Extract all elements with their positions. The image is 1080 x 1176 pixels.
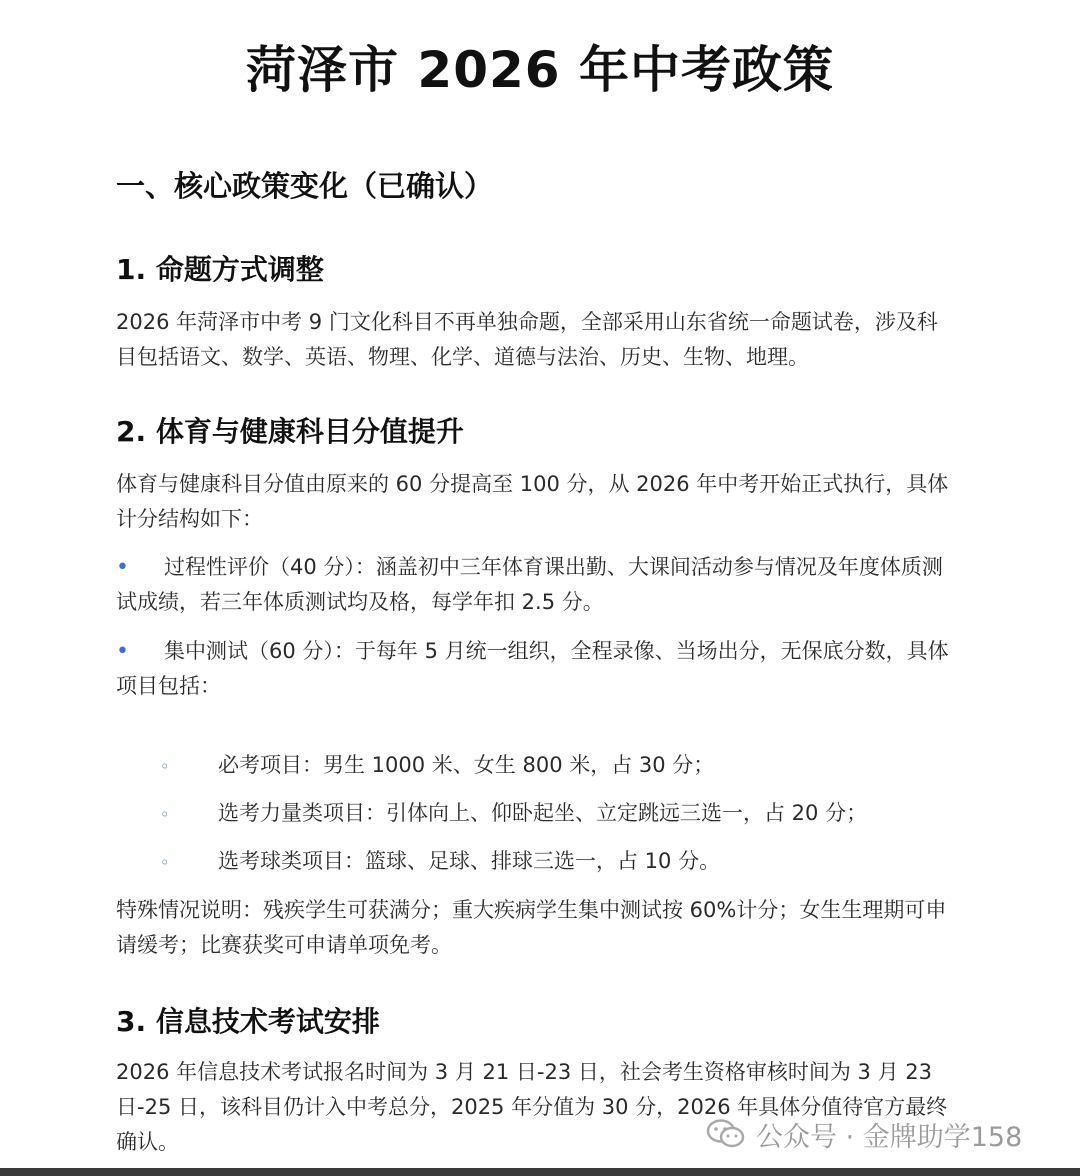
list-item-centralized-test bbox=[116, 634, 956, 704]
list-item-process-evaluation bbox=[116, 550, 956, 620]
circle-bullet-icon: ◦ bbox=[160, 805, 170, 824]
item-heading-it-exam: 3. 信息技术考试安排 bbox=[116, 1005, 380, 1038]
bottom-divider-bar bbox=[0, 1168, 1080, 1176]
sub-list-item-text: 必考项目：男生 1000 米、女生 800 米，占 30 分； bbox=[218, 753, 715, 777]
item-paragraph-pe-score: 体育与健康科目分值由原来的 60 分提高至 100 分，从 2026 年中考开始正式执行，具体计分结构如下： bbox=[116, 472, 949, 531]
sub-list-item-text: 选考球类项目：篮球、足球、排球三选一，占 10 分。 bbox=[218, 849, 721, 873]
sub-list-item-ball bbox=[160, 844, 720, 880]
item-heading-pe-score: 2. 体育与健康科目分值提升 bbox=[116, 415, 464, 448]
bullet-dot-icon: • bbox=[116, 555, 129, 580]
circle-bullet-icon: ◦ bbox=[160, 757, 170, 776]
bullet-dot-icon: • bbox=[116, 639, 129, 664]
sub-list-item-required bbox=[160, 748, 714, 784]
list-item-text: 集中测试（60 分）：于每年 5 月统一组织，全程录像、当场出分，无保底分数，具体项目包括： bbox=[116, 639, 949, 698]
page-title: 菏泽市 2026 年中考政策 bbox=[246, 41, 834, 99]
sub-list-item-strength bbox=[160, 796, 867, 832]
special-note-paragraph: 特殊情况说明：残疾学生可获满分；重大疾病学生集中测试按 60%计分；女生生理期可申请缓考；比赛获奖可申请单项免考。 bbox=[116, 898, 947, 957]
sub-list-item-text: 选考力量类项目：引体向上、仰卧起坐、立定跳远三选一，占 20 分； bbox=[218, 801, 868, 825]
item-paragraph-question-format: 2026 年菏泽市中考 9 门文化科目不再单独命题，全部采用山东省统一命题试卷，涉及科目包括语文、数学、英语、物理、化学、道德与法治、历史、生物、地理。 bbox=[116, 310, 938, 369]
watermark-text: 公众号 · 金牌助学158 bbox=[756, 1121, 1023, 1153]
circle-bullet-icon: ◦ bbox=[160, 853, 170, 872]
list-item-text: 过程性评价（40 分）：涵盖初中三年体育课出勤、大课间活动参与情况及年度体质测试成绩，若三年体质测试均及格，每学年扣 2.5 分。 bbox=[116, 555, 943, 614]
section-heading-core-changes: 一、核心政策变化（已确认） bbox=[116, 169, 494, 203]
item-heading-question-format: 1. 命题方式调整 bbox=[116, 253, 324, 286]
wechat-icon bbox=[706, 1118, 746, 1150]
item-paragraph-it-exam: 2026 年信息技术考试报名时间为 3 月 21 日-23 日，社会考生资格审核时间为 3 月 23 日-25 日，该科目仍计入中考总分，2025 年分值为 30 分，2026 年具体分值待官方最终确认。 bbox=[116, 1060, 948, 1154]
watermark bbox=[706, 1114, 1022, 1154]
